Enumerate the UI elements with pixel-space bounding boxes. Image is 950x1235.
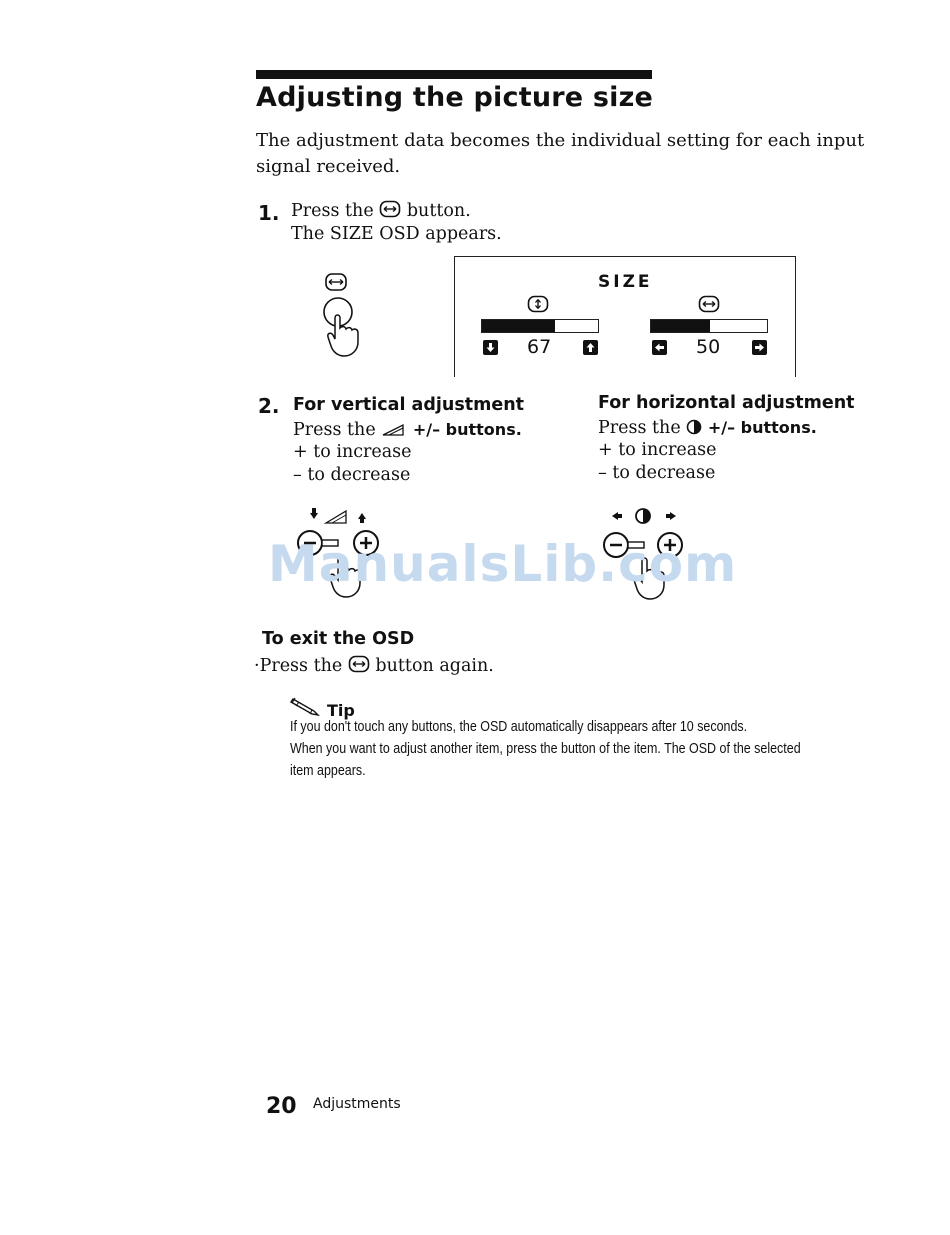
left-arrow-key-icon <box>652 340 667 355</box>
vertical-press-after: +/– buttons. <box>412 420 522 439</box>
contrast-icon <box>636 509 650 523</box>
size-button-icon <box>379 200 401 218</box>
horizontal-increase: + to increase <box>598 440 717 460</box>
vertical-size-value: 67 <box>527 336 552 358</box>
horizontal-size-bar <box>650 319 768 333</box>
horizontal-press-line <box>598 416 817 440</box>
horizontal-decrease: – to decrease <box>598 463 716 483</box>
step-1-line2: The SIZE OSD appears. <box>291 224 502 244</box>
contrast-icon <box>686 419 702 435</box>
tip-label: Tip <box>327 701 355 720</box>
exit-osd-heading: To exit the OSD <box>262 629 415 649</box>
vertical-press-line <box>293 418 522 442</box>
exit-button-again: button again. <box>375 656 494 676</box>
page-number: 20 <box>266 1094 297 1119</box>
tip-line-3: item appears. <box>290 763 366 779</box>
horizontal-press-after: +/– buttons. <box>707 418 817 437</box>
exit-press: ·Press the <box>254 656 343 676</box>
right-arrow-key-icon <box>752 340 767 355</box>
horizontal-size-value: 50 <box>696 336 721 358</box>
step-1-text <box>291 200 471 223</box>
vertical-size-wedge-icon <box>381 423 407 437</box>
vertical-size-wedge-icon <box>326 511 346 523</box>
vertical-press-before: Press the <box>293 420 376 440</box>
title-rule <box>256 70 652 79</box>
vertical-decrease: – to decrease <box>293 465 411 485</box>
horizontal-adjustment-heading: For horizontal adjustment <box>598 393 855 413</box>
pencil-icon <box>290 695 322 717</box>
vertical-size-bar <box>481 319 599 333</box>
down-arrow-key-icon <box>483 340 498 355</box>
up-arrow-key-icon <box>583 340 598 355</box>
tip-line-1: If you don't touch any buttons, the OSD automatically disappears after 10 seconds. <box>290 719 748 735</box>
footer-section: Adjustments <box>313 1096 401 1112</box>
watermark: ManualsLib.com <box>268 535 738 593</box>
step-2-number: 2. <box>258 394 280 418</box>
tip-line-2: When you want to adjust another item, press the button of the item. The OSD of the selected <box>290 741 801 757</box>
step-1-press: Press the <box>291 201 374 221</box>
page-title: Adjusting the picture size <box>256 82 654 113</box>
step-1-button: button. <box>406 201 471 221</box>
horizontal-size-bar-fill <box>651 320 710 332</box>
intro-paragraph: The adjustment data becomes the individual setting for each input signal received. <box>256 130 865 177</box>
vertical-size-icon <box>527 295 549 313</box>
horizontal-press-before: Press the <box>598 418 681 438</box>
vertical-increase: + to increase <box>293 442 412 462</box>
osd-title: SIZE <box>598 272 653 292</box>
horizontal-size-icon <box>698 295 720 313</box>
vertical-size-bar-fill <box>482 320 555 332</box>
step-1-number: 1. <box>258 201 280 225</box>
vertical-adjustment-heading: For vertical adjustment <box>293 395 525 415</box>
size-button-press-illustration <box>316 270 372 360</box>
exit-osd-text <box>254 655 494 678</box>
size-button-icon <box>348 655 370 673</box>
size-button-icon <box>326 274 346 290</box>
